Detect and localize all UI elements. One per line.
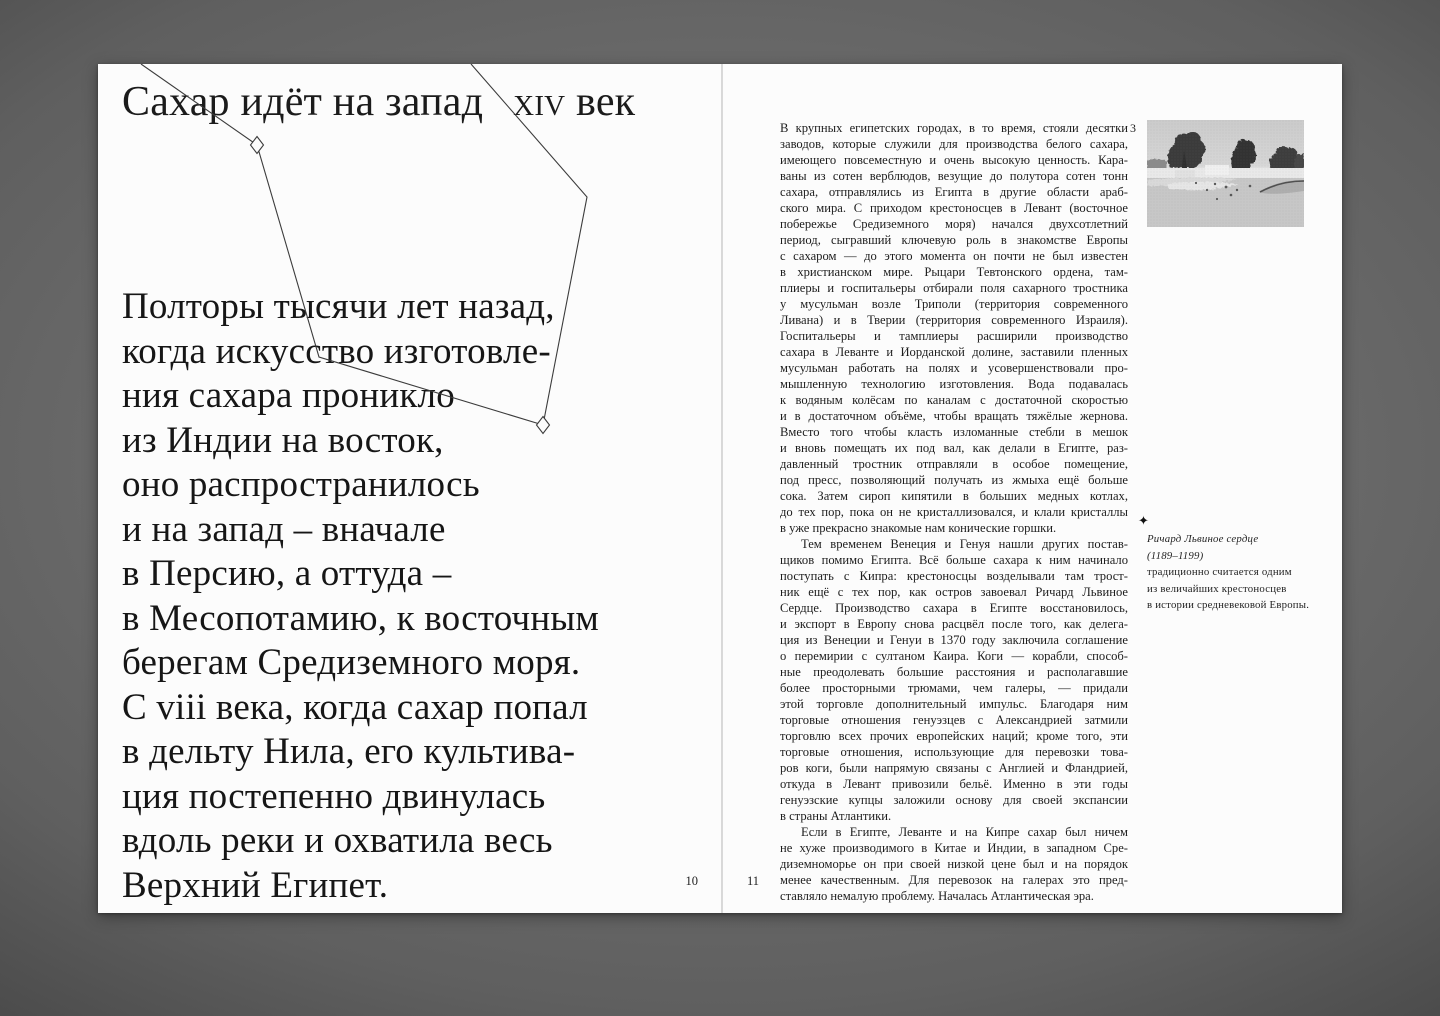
text-line: не хуже производимого в Китае и Индии, в западном Сре- (780, 841, 1128, 855)
text-line: сока. Затем сироп кипятили в больших медных котлах, (780, 489, 1128, 503)
text-line: ник ещё с тех пор, как остров завоевал Ричард Львиное (780, 585, 1128, 599)
text-line: имеющего повсеместную и очень высокую ценность. Кара- (780, 153, 1128, 167)
text-line: в Персию, а оттуда – (122, 553, 452, 594)
chapter-title-century-numeral: xiv (513, 79, 566, 125)
figure-reference-number: 3 (1130, 121, 1136, 135)
text-line: побережье Средиземного моря) начался двухсотлетний (780, 217, 1128, 231)
text-line: Тем временем Венеция и Генуя нашли других постав- (801, 537, 1128, 551)
map-node-diamond-icon (251, 137, 264, 154)
text-line: ния сахара проникло (122, 375, 455, 416)
text-line: мышленную технологию изготовления. Вода подавалась (780, 377, 1128, 391)
text-line: генуэзские купцы заложили основу для своей экспансии (780, 793, 1128, 807)
text-line: менее качественным. Для перевозок на галерах это пред- (780, 873, 1128, 887)
text-line: ров коги, были напрямую связаны с Англией и Фландрией, (780, 761, 1128, 775)
figure-caption (1138, 514, 1327, 614)
text-line: Полторы тысячи лет назад, (122, 286, 555, 327)
chapter-title-text: Сахар идёт на запад (122, 79, 484, 125)
text-line: плиеры и госпитальеры отбирали поля сахарного тростника (780, 281, 1128, 295)
text-line: ваны из сотен верблюдов, везущие до полутора сотен тонн (780, 169, 1128, 183)
text-line: этой торговле дополнительный импульс. Благодаря ним (780, 697, 1128, 711)
page-gutter (721, 64, 723, 913)
text-line: берегам Средиземного моря. (122, 642, 581, 683)
text-line: торговлю всех прочих европейских наций; кроме того, эти (780, 729, 1128, 743)
text-line: и в достаточном объёме, чтобы вращать тяжёлые жернова. (780, 409, 1128, 423)
text-line: в христианском мире. Рыцари Тевтонского ордена, там- (780, 265, 1128, 279)
text-line: Ричард Львиное сердце (1147, 533, 1259, 545)
text-line: и вновь помещать их под вал, как делали в Египте, раз- (780, 441, 1128, 455)
text-line: щиков помимо Египта. Всё больше сахара к ним начинало (780, 553, 1128, 567)
chapter-title (122, 77, 635, 127)
chapter-title-century-suffix: век (565, 79, 636, 125)
text-line: поступать с Кипра: крестоносцы возделывали там трост- (780, 569, 1128, 583)
text-line: Госпитальеры и тамплиеры расширили производство (780, 329, 1128, 343)
page-number-left: 10 (685, 874, 698, 888)
text-line: Ливана) и в Тверии (территория современного Израиля). (780, 313, 1128, 327)
text-line: когда искусство изготовле- (122, 330, 551, 372)
body-text-column (780, 120, 1128, 904)
body-paragraph (780, 536, 1128, 824)
text-line: с сахаром — до этого момента он почти не был известен (780, 249, 1128, 263)
chapter-lede-text (122, 285, 702, 908)
photo-halftone-overlay (1147, 120, 1304, 227)
text-line: в дельту Нила, его культива- (122, 731, 576, 772)
text-line: С viii века, когда сахар попал (122, 686, 588, 728)
text-line: к водяным колёсам по каналам с достаточной скоростью (780, 393, 1128, 407)
text-line: заводов, которые служили для производства белого сахара, (780, 137, 1128, 151)
text-line: под пресс, позволяющий получать из жмыха ещё больше (780, 473, 1128, 487)
text-line: торговые отношения генуэзцев с Александрией затмили (780, 713, 1128, 727)
text-line: у мусульман возле Триполи (территория современного (780, 297, 1128, 311)
text-line: и на запад – вначале (122, 508, 446, 550)
text-line: вдоль реки и охватила весь (122, 820, 553, 861)
text-line: ция из Венеции и Генуи в 1370 году заключила соглашение (780, 633, 1128, 647)
text-line: ные преодолевать большие расстояния и располагавшие (780, 665, 1128, 679)
star-icon: ✦ (1138, 514, 1149, 529)
body-paragraph (780, 120, 1128, 536)
text-line: Сердце. Производство сахара в Египте восстановилось, (780, 601, 1128, 615)
figure-photo-halftone-landscape (1147, 120, 1304, 227)
text-line: период, сыгравший ключевую роль в знакомстве Европы (780, 233, 1128, 247)
text-line: ского мира. С приходом крестоносцев в Левант (восточное (780, 201, 1128, 215)
text-line: откуда в Левант привозили бельё. Именно в эти годы (780, 777, 1128, 791)
text-line: давленный тростник отправляли в особое помещение, (780, 457, 1128, 471)
text-line: сахара в Леванте и Иорданской долине, заставили пленных (780, 345, 1128, 359)
text-line: оно распространилось (122, 464, 480, 505)
text-line: Вместо того чтобы класть изломанные стебли в мешок (780, 425, 1128, 439)
text-line: в Месопотамию, к восточным (122, 597, 600, 639)
text-line: и экспорт в Европу снова расцвёл после того, как делега- (780, 617, 1128, 631)
text-line: мусульман работать на полях и усовершенствовали про- (780, 361, 1128, 375)
page-number-right: 11 (747, 874, 760, 888)
text-line: из величайших крестоносцев (1147, 582, 1287, 595)
text-line: в страны Атлантики. (780, 809, 892, 823)
text-line: ция постепенно двинулась (122, 775, 546, 817)
caption-title (1147, 531, 1327, 564)
text-line: из Индии на восток, (122, 419, 444, 461)
body-paragraph (780, 824, 1128, 904)
text-line: более просторными трюмами, чем галеры, — придали (780, 681, 1128, 695)
text-line: В крупных египетских городах, в то время, стояли десятки (780, 121, 1128, 135)
text-line: традиционно считается одним (1147, 566, 1292, 578)
caption-body (1147, 564, 1327, 614)
text-line: Верхний Египет. (122, 864, 389, 906)
book-spread (98, 64, 1342, 913)
text-line: торговые отношения, использующие для перевозки това- (780, 745, 1128, 759)
text-line: диземноморье он при своей низкой цене был и на порядок (780, 857, 1128, 871)
text-line: в истории средневековой Европы. (1147, 599, 1310, 611)
text-line: сахара, отправлялись из Египта в другие области араб- (780, 185, 1128, 199)
text-line: Если в Египте, Леванте и на Кипре сахар был ничем (801, 825, 1128, 839)
text-line: (1189–1199) (1147, 549, 1204, 562)
text-line: о перемирии с султаном Каира. Коги — корабли, способ- (780, 649, 1128, 663)
text-line: до тех пор, пока он не кристаллизовался, и клали кристаллы (780, 505, 1128, 519)
text-line: в уже прекрасно знакомые нам конические горшки. (780, 521, 1057, 535)
text-line: ставляло немалую проблему. Началась Атлантическая эра. (780, 889, 1094, 903)
